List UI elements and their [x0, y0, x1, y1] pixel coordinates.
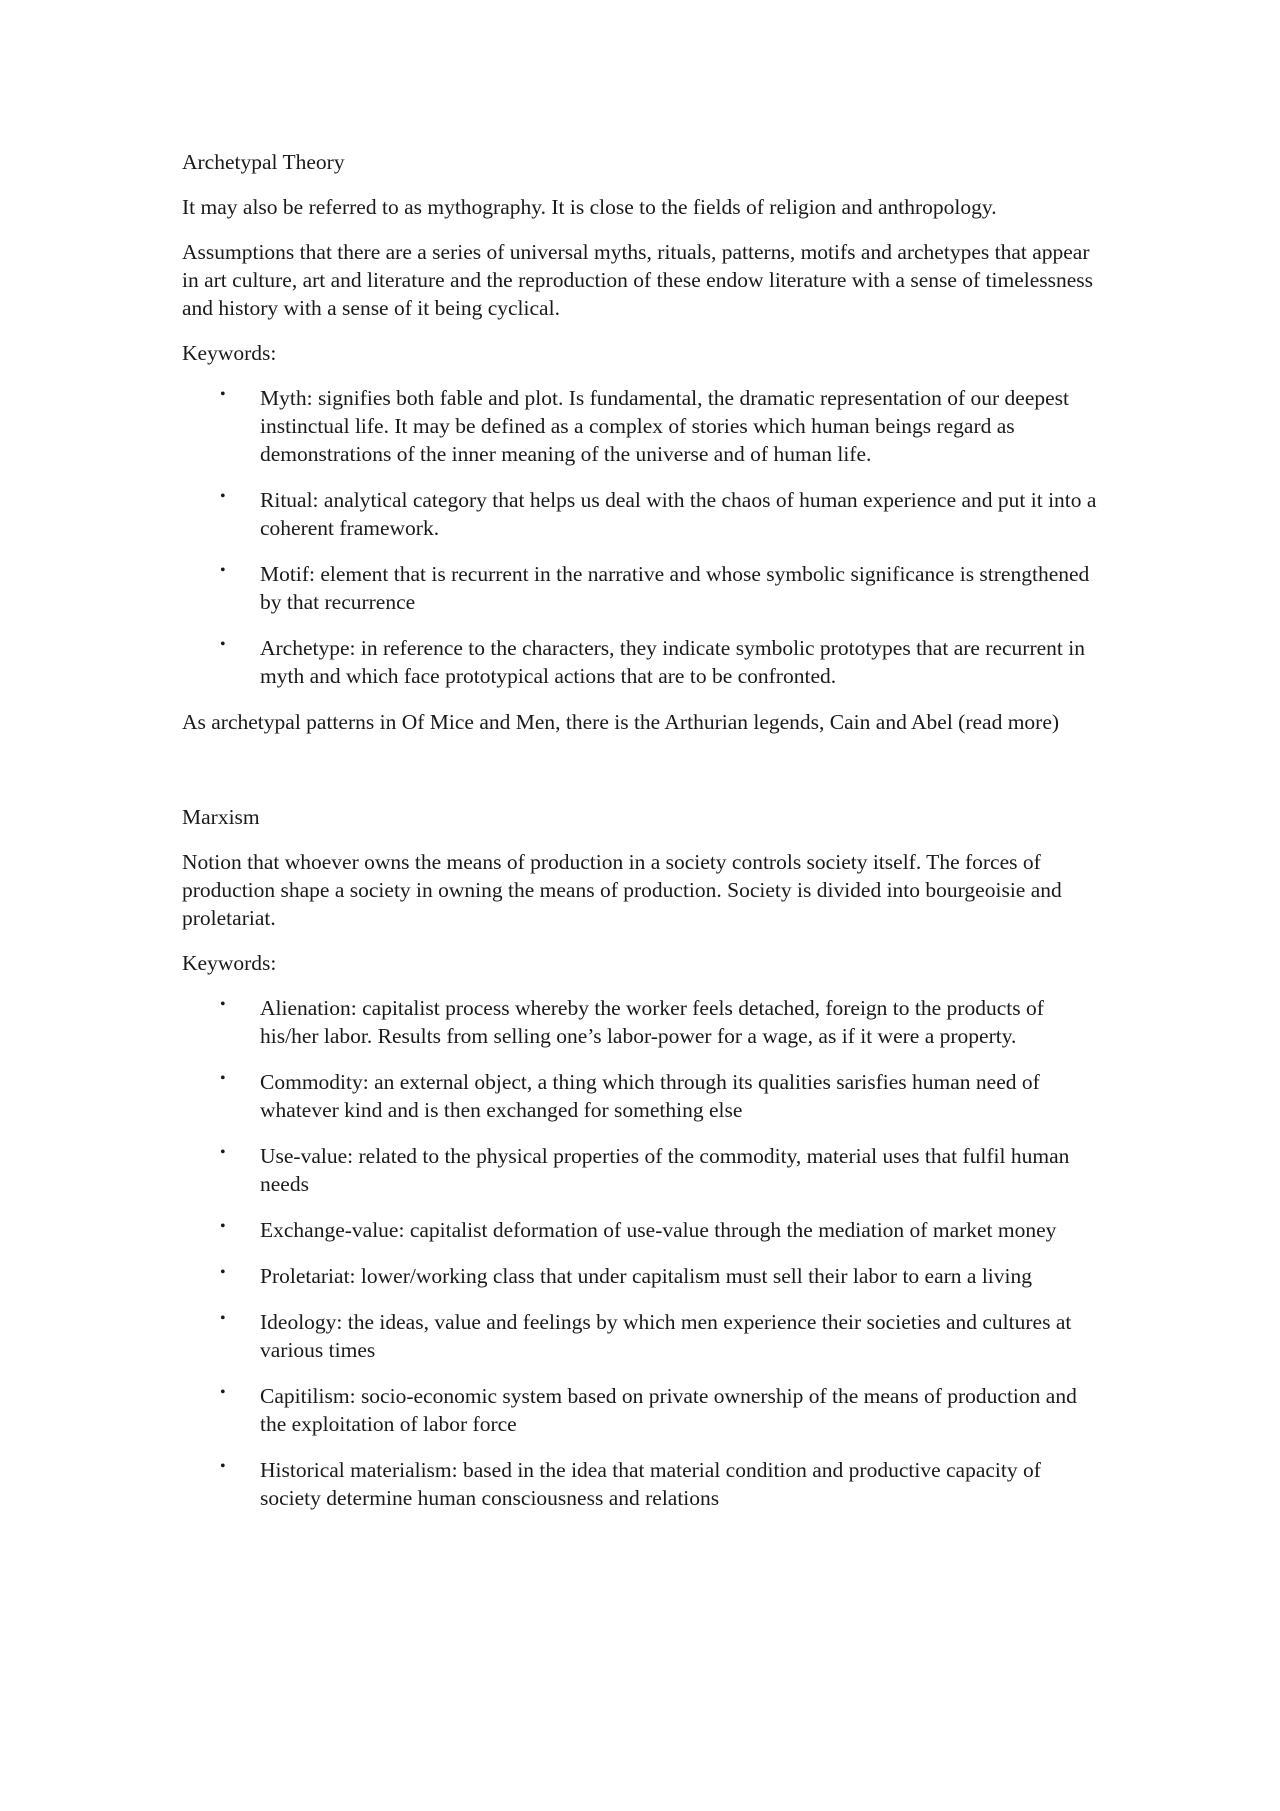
keyword-text: Exchange-value: capitalist deformation of use-value through the mediation of market money — [260, 1218, 1057, 1242]
marxism-intro: Notion that whoever owns the means of production in a society controls society itself. The forces of production shape a society in owning the means of production. Society is divided into bourgeoisie and proletariat. — [182, 850, 1062, 930]
keyword-text: Motif: element that is recurrent in the narrative and whose symbolic significance is strengthened by that recurrence — [260, 562, 1090, 614]
list-item — [182, 634, 1102, 690]
keyword-text: Proletariat: lower/working class that under capitalism must sell their labor to earn a living — [260, 1264, 1033, 1288]
list-item — [182, 1382, 1102, 1438]
list-item — [182, 1262, 1102, 1290]
bullet-icon: • — [220, 1070, 226, 1087]
bullet-icon: • — [220, 1264, 226, 1281]
list-item — [182, 994, 1102, 1050]
keyword-text: Ritual: analytical category that helps us deal with the chaos of human experience and put it into a coherent framework. — [260, 488, 1097, 540]
keyword-text: Commodity: an external object, a thing which through its qualities sarisfies human need of whatever kind and is then exchanged for something else — [260, 1070, 1040, 1122]
list-item — [182, 486, 1102, 542]
bullet-icon: • — [220, 1310, 226, 1327]
keyword-text: Archetype: in reference to the characters, they indicate symbolic prototypes that are recurrent in myth and which face prototypical actions that are to be confronted. — [260, 636, 1085, 688]
archetypal-keywords-label: Keywords: — [182, 341, 277, 365]
list-item — [182, 1216, 1102, 1244]
bullet-icon: • — [220, 562, 226, 579]
marxism-keywords-list — [182, 994, 1102, 1512]
list-item — [182, 1456, 1102, 1512]
archetypal-assumptions: Assumptions that there are a series of universal myths, rituals, patterns, motifs and archetypes that appear in art culture, art and literature and the reproduction of these endow literature with a sense of timelessness and history with a sense of it being cyclical. — [182, 240, 1094, 320]
list-item — [182, 560, 1102, 616]
list-item — [182, 1142, 1102, 1198]
archetypal-closing: As archetypal patterns in Of Mice and Men, there is the Arthurian legends, Cain and Abel (read more) — [182, 710, 1060, 734]
bullet-icon: • — [220, 1218, 226, 1235]
list-item — [182, 1068, 1102, 1124]
section-title-archetypal-theory: Archetypal Theory — [182, 150, 345, 174]
bullet-icon: • — [220, 636, 226, 653]
bullet-icon: • — [220, 1144, 226, 1161]
keyword-text: Alienation: capitalist process whereby the worker feels detached, foreign to the products of his/her labor. Results from selling one’s labor-power for a wage, as if it were a property. — [260, 996, 1044, 1048]
bullet-icon: • — [220, 386, 226, 403]
bullet-icon: • — [220, 488, 226, 505]
section-spacer — [182, 753, 1102, 803]
archetypal-keywords-list — [182, 384, 1102, 690]
document-page — [182, 148, 1102, 1530]
bullet-icon: • — [220, 1458, 226, 1475]
keyword-text: Historical materialism: based in the idea that material condition and productive capacity of society determine human consciousness and relations — [260, 1458, 1041, 1510]
section-title-marxism: Marxism — [182, 805, 260, 829]
archetypal-intro: It may also be referred to as mythography. It is close to the fields of religion and anthropology. — [182, 195, 997, 219]
marxism-keywords-label: Keywords: — [182, 951, 277, 975]
list-item — [182, 1308, 1102, 1364]
keyword-text: Myth: signifies both fable and plot. Is fundamental, the dramatic representation of our deepest instinctual life. It may be defined as a complex of stories which human beings regard as demonstrations of the inner meaning of the universe and of human life. — [260, 386, 1070, 466]
bullet-icon: • — [220, 996, 226, 1013]
bullet-icon: • — [220, 1384, 226, 1401]
list-item — [182, 384, 1102, 468]
keyword-text: Capitilism: socio-economic system based on private ownership of the means of production and the exploitation of labor force — [260, 1384, 1077, 1436]
keyword-text: Use-value: related to the physical properties of the commodity, material uses that fulfil human needs — [260, 1144, 1070, 1196]
keyword-text: Ideology: the ideas, value and feelings by which men experience their societies and cultures at various times — [260, 1310, 1072, 1362]
